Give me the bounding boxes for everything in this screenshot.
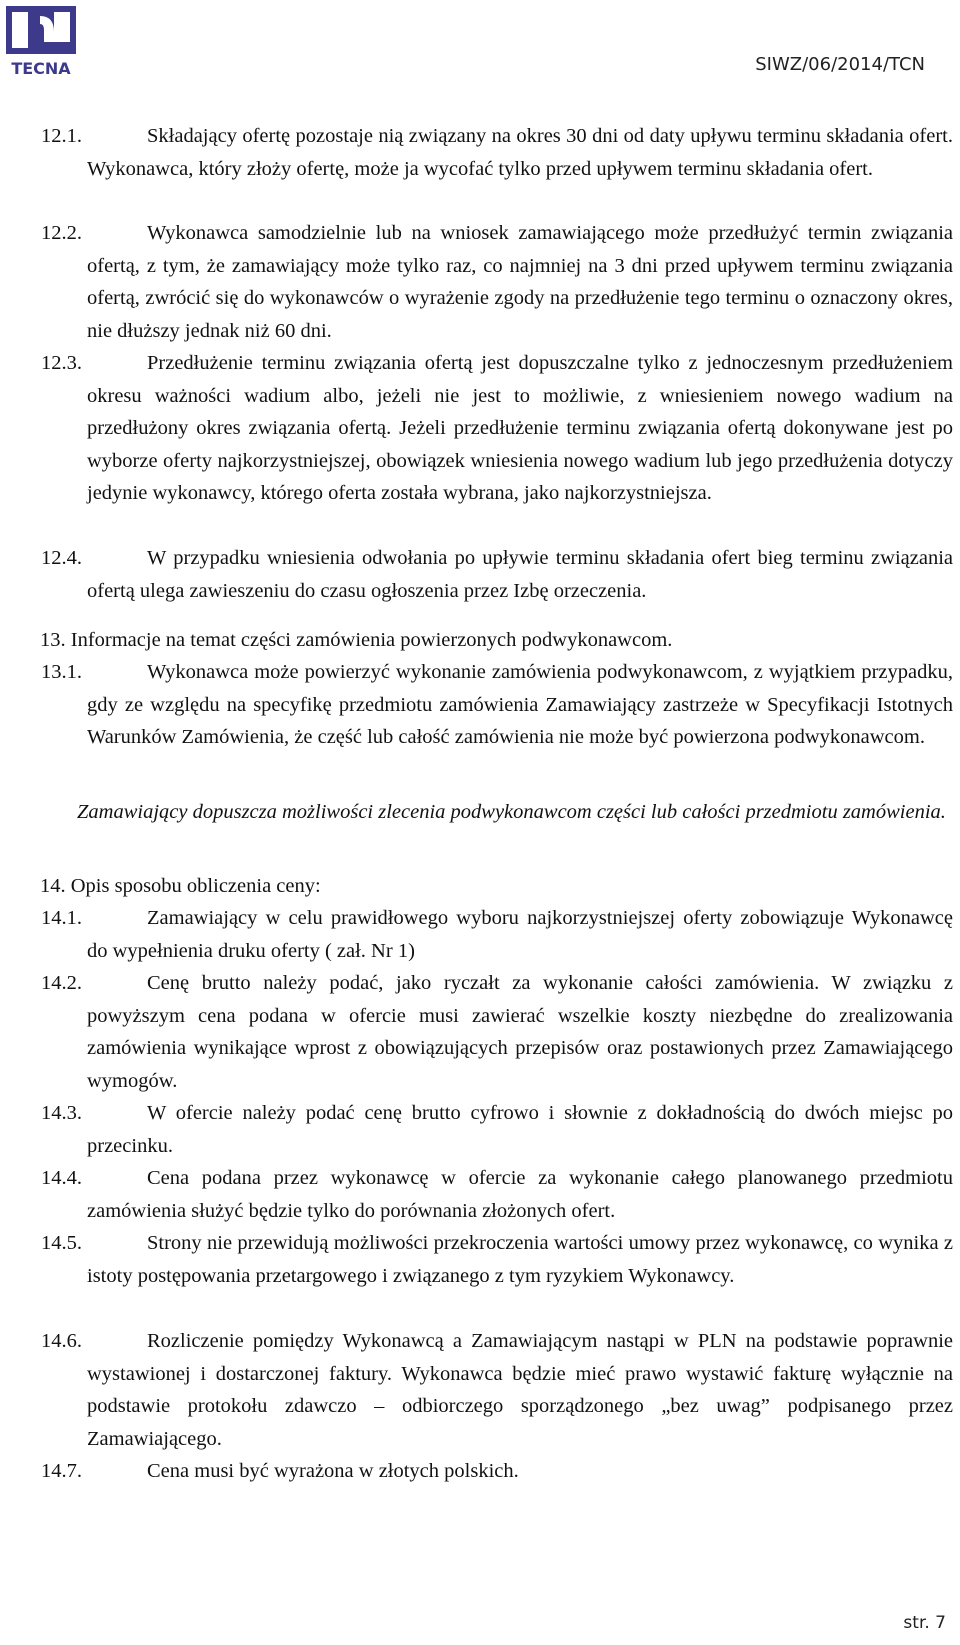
- heading-13: 13. Informacje na temat części zamówienia powierzonych podwykonawcom.: [40, 629, 673, 651]
- section-number: 14.4.: [41, 1167, 82, 1189]
- section-text: Wykonawca może powierzyć wykonanie zamówienia podwykonawcom, z wyjątkiem przypadku, gdy ze względu na specyfikę przedmiotu zamówienia Zamawiający zastrzeże w Specyfikacji Istotnych Warunków Zamówienia, że część lub całość zamówienia nie może być powierzona podwykonawcom.: [87, 661, 953, 749]
- section-14-1: [41, 902, 953, 967]
- section-text: Rozliczenie pomiędzy Wykonawcą a Zamawiającym nastąpi w PLN na podstawie poprawnie wystawionej i dostarczonej faktury. Wykonawca będzie mieć prawo wystawić fakturę wyłącznie na podstawie protokołu zdawczo – odbiorczego sporządzonego „bez uwag” podpisanego przez Zamawiającego.: [87, 1330, 953, 1450]
- section-text: Strony nie przewidują możliwości przekroczenia wartości umowy przez wykonawcę, co wynika z istoty postępowania przetargowego i związanego z tym ryzykiem Wykonawcy.: [87, 1232, 953, 1287]
- section-number: 14.6.: [41, 1330, 82, 1352]
- section-12-2: [41, 217, 953, 347]
- section-number: 12.2.: [41, 222, 82, 244]
- section-text: W przypadku wniesienia odwołania po upływie terminu składania ofert bieg terminu związania ofertą ulega zawieszeniu do czasu ogłoszenia przez Izbę orzeczenia.: [87, 547, 953, 602]
- section-12-3: [41, 347, 953, 510]
- page-number: str. 7: [903, 1613, 946, 1633]
- section-14-5: [41, 1227, 953, 1292]
- section-text: W ofercie należy podać cenę brutto cyfrowo i słownie z dokładnością do dwóch miejsc po przecinku.: [87, 1102, 953, 1157]
- section-14-3: [41, 1097, 953, 1162]
- section-text: Przedłużenie terminu związania ofertą jest dopuszczalne tylko z jednoczesnym przedłużeniem okresu ważności wadium albo, jeżeli nie jest to możliwie, z wniesieniem nowego wadium na przedłużony okres związania ofertą. Jeżeli przedłużenie terminu związania ofertą dokonywane jest po wyborze oferty najkorzystniejszej, obowiązek wniesienia nowego wadium lub jego przedłużenia dotyczy jedynie wykonawcy, którego oferta została wybrana, jako najkorzystniejsza.: [87, 352, 953, 505]
- tecna-logo: [6, 6, 76, 78]
- section-text: Wykonawca samodzielnie lub na wniosek zamawiającego może przedłużyć termin związania ofertą, z tym, że zamawiający może tylko raz, co najmniej na 3 dni przed upływem terminu związania ofertą, zwrócić się do wykonawców o wyrażenie zgody na przedłużenie tego terminu o oznaczony okres, nie dłuższy jednak niż 60 dni.: [87, 222, 953, 342]
- heading-14: 14. Opis sposobu obliczenia ceny:: [40, 875, 321, 897]
- section-number: 12.1.: [41, 125, 82, 147]
- section-number: 14.1.: [41, 907, 82, 929]
- section-text: Cena podana przez wykonawcę w ofercie za wykonanie całego planowanego przedmiotu zamówienia służyć będzie tylko do porównania złożonych ofert.: [87, 1167, 953, 1222]
- section-14-2: [41, 967, 953, 1097]
- section-text: Zamawiający w celu prawidłowego wyboru najkorzystniejszej oferty zobowiązuje Wykonawcę do wypełnienia druku oferty ( zał. Nr 1): [87, 907, 953, 962]
- section-text: Cenę brutto należy podać, jako ryczałt za wykonanie całości zamówienia. W związku z powyższym cena podana w ofercie musi zawierać wszelkie koszty niezbędne do zrealizowania zamówienia wynikające wprost z obowiązujących przepisów oraz postawionych przez Zamawiającego wymogów.: [87, 972, 953, 1092]
- section-12-4: [41, 542, 953, 607]
- note-13: Zamawiający dopuszcza możliwości zlecenia podwykonawcom części lub całości przedmiotu zamówienia.: [77, 801, 946, 823]
- section-14-4: [41, 1162, 953, 1227]
- section-14-7: [41, 1455, 953, 1488]
- section-number: 14.3.: [41, 1102, 82, 1124]
- logo-text: TECNA: [11, 59, 71, 78]
- section-number: 12.3.: [41, 352, 82, 374]
- section-number: 14.2.: [41, 972, 82, 994]
- section-number: 14.7.: [41, 1460, 82, 1482]
- document-id: SIWZ/06/2014/TCN: [755, 54, 925, 75]
- section-text: Cena musi być wyrażona w złotych polskich.: [147, 1460, 519, 1482]
- section-14-6: [41, 1325, 953, 1455]
- section-12-1: [41, 120, 953, 185]
- section-text: Składający ofertę pozostaje nią związany na okres 30 dni od daty upływu terminu składania ofert. Wykonawca, który złoży ofertę, może ja wycofać tylko przed upływem terminu składania ofert.: [87, 125, 953, 180]
- section-number: 13.1.: [41, 661, 82, 683]
- section-number: 14.5.: [41, 1232, 82, 1254]
- section-number: 12.4.: [41, 547, 82, 569]
- section-13-1: [41, 656, 953, 754]
